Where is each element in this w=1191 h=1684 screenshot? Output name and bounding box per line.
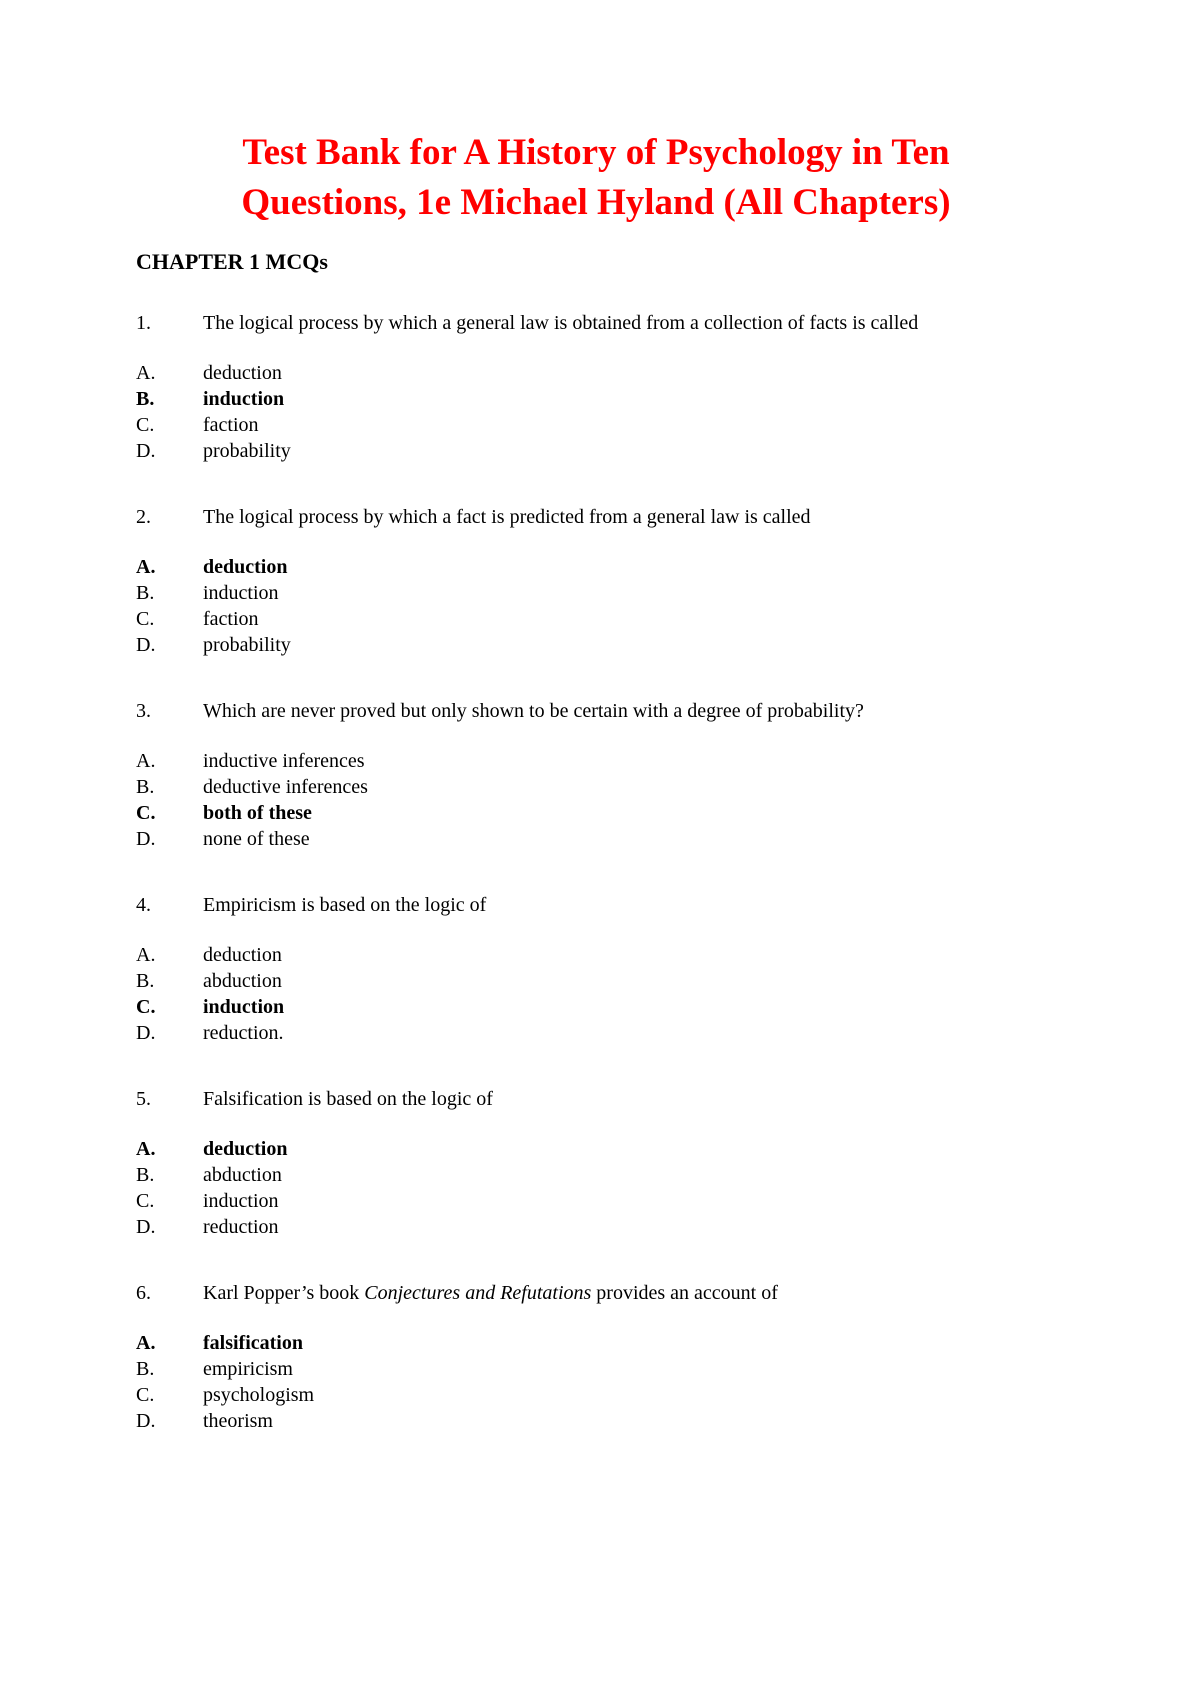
question-row (136, 1280, 1056, 1306)
question-text (203, 892, 963, 918)
question-number: 4. (136, 894, 151, 916)
option-row (136, 606, 1056, 632)
option-text: faction (203, 608, 259, 630)
question-number: 2. (136, 506, 151, 528)
question-text-italic: Conjectures and Refutations (364, 1282, 592, 1304)
options-list (136, 942, 1056, 1046)
option-text: induction (203, 996, 285, 1018)
question-text-part: Empiricism is based on the logic of (203, 894, 487, 916)
option-text: empiricism (203, 1358, 293, 1380)
option-row (136, 1330, 1056, 1356)
option-letter: C. (136, 996, 156, 1018)
question-block (136, 892, 1056, 1046)
option-row (136, 554, 1056, 580)
option-row (136, 1020, 1056, 1046)
question-row (136, 310, 1056, 336)
option-letter: B. (136, 776, 155, 798)
option-letter: C. (136, 1384, 155, 1406)
option-letter: B. (136, 582, 155, 604)
option-text: probability (203, 440, 291, 462)
question-text-part: The logical process by which a fact is predicted from a general law is called (203, 506, 811, 528)
option-row (136, 994, 1056, 1020)
option-row (136, 800, 1056, 826)
option-letter: A. (136, 1332, 156, 1354)
option-letter: D. (136, 1216, 156, 1238)
option-text: none of these (203, 828, 310, 850)
question-text-part: The logical process by which a general law is obtained from a collection of facts is called (203, 312, 919, 334)
option-row (136, 438, 1056, 464)
option-row (136, 942, 1056, 968)
option-letter: A. (136, 944, 156, 966)
question-text (203, 698, 963, 724)
option-row (136, 968, 1056, 994)
option-row (136, 1382, 1056, 1408)
option-text: deductive inferences (203, 776, 368, 798)
question-block (136, 504, 1056, 658)
option-letter: D. (136, 1410, 156, 1432)
option-letter: A. (136, 362, 156, 384)
section-heading: CHAPTER 1 MCQs (136, 249, 328, 274)
question-row (136, 1086, 1056, 1112)
option-letter: D. (136, 634, 156, 656)
option-text: induction (203, 582, 279, 604)
document-title (136, 128, 1056, 228)
question-text (203, 310, 963, 336)
option-letter: B. (136, 1164, 155, 1186)
option-text: reduction (203, 1216, 279, 1238)
option-text: both of these (203, 802, 312, 824)
option-row (136, 412, 1056, 438)
question-row (136, 698, 1056, 724)
option-text: inductive inferences (203, 750, 365, 772)
option-text: induction (203, 388, 285, 410)
question-text-part: Which are never proved but only shown to be certain with a degree of probability? (203, 700, 864, 722)
option-row (136, 748, 1056, 774)
question-text-part: provides an account of (591, 1282, 778, 1304)
option-row (136, 360, 1056, 386)
question-text (203, 1086, 963, 1112)
option-letter: D. (136, 1022, 156, 1044)
option-text: reduction. (203, 1022, 284, 1044)
option-letter: C. (136, 1190, 155, 1212)
option-row (136, 1214, 1056, 1240)
options-list (136, 1136, 1056, 1240)
option-text: deduction (203, 556, 288, 578)
option-row (136, 580, 1056, 606)
option-text: falsification (203, 1332, 303, 1354)
option-letter: C. (136, 802, 156, 824)
option-letter: A. (136, 556, 156, 578)
question-text (203, 504, 963, 530)
question-block (136, 698, 1056, 852)
question-text-part: Falsification is based on the logic of (203, 1088, 493, 1110)
question-row (136, 892, 1056, 918)
questions-container (136, 310, 1056, 1434)
question-block (136, 310, 1056, 464)
option-letter: B. (136, 1358, 155, 1380)
option-text: abduction (203, 970, 282, 992)
question-row (136, 504, 1056, 530)
option-text: abduction (203, 1164, 282, 1186)
options-list (136, 1330, 1056, 1434)
option-letter: D. (136, 828, 156, 850)
option-row (136, 1136, 1056, 1162)
document-title-line-1: Test Bank for A History of Psychology in Ten (242, 132, 950, 173)
option-row (136, 774, 1056, 800)
option-letter: B. (136, 970, 155, 992)
option-text: psychologism (203, 1384, 315, 1406)
option-text: probability (203, 634, 291, 656)
option-row (136, 632, 1056, 658)
option-letter: A. (136, 1138, 156, 1160)
question-number: 3. (136, 700, 151, 722)
option-letter: B. (136, 388, 155, 410)
question-number: 1. (136, 312, 151, 334)
options-list (136, 360, 1056, 464)
option-row (136, 1356, 1056, 1382)
option-letter: A. (136, 750, 156, 772)
option-text: deduction (203, 362, 282, 384)
option-text: faction (203, 414, 259, 436)
option-text: deduction (203, 1138, 288, 1160)
options-list (136, 554, 1056, 658)
option-row (136, 1162, 1056, 1188)
option-letter: D. (136, 440, 156, 462)
question-number: 6. (136, 1282, 151, 1304)
option-text: induction (203, 1190, 279, 1212)
option-row (136, 1188, 1056, 1214)
question-text-part: Karl Popper’s book (203, 1282, 365, 1304)
option-letter: C. (136, 414, 155, 436)
option-row (136, 386, 1056, 412)
question-block (136, 1280, 1056, 1434)
question-block (136, 1086, 1056, 1240)
option-row (136, 826, 1056, 852)
question-text (203, 1280, 963, 1306)
option-row (136, 1408, 1056, 1434)
option-text: deduction (203, 944, 282, 966)
options-list (136, 748, 1056, 852)
option-text: theorism (203, 1410, 273, 1432)
document-title-line-2: Questions, 1e Michael Hyland (All Chapters) (241, 182, 951, 223)
option-letter: C. (136, 608, 155, 630)
question-number: 5. (136, 1088, 151, 1110)
